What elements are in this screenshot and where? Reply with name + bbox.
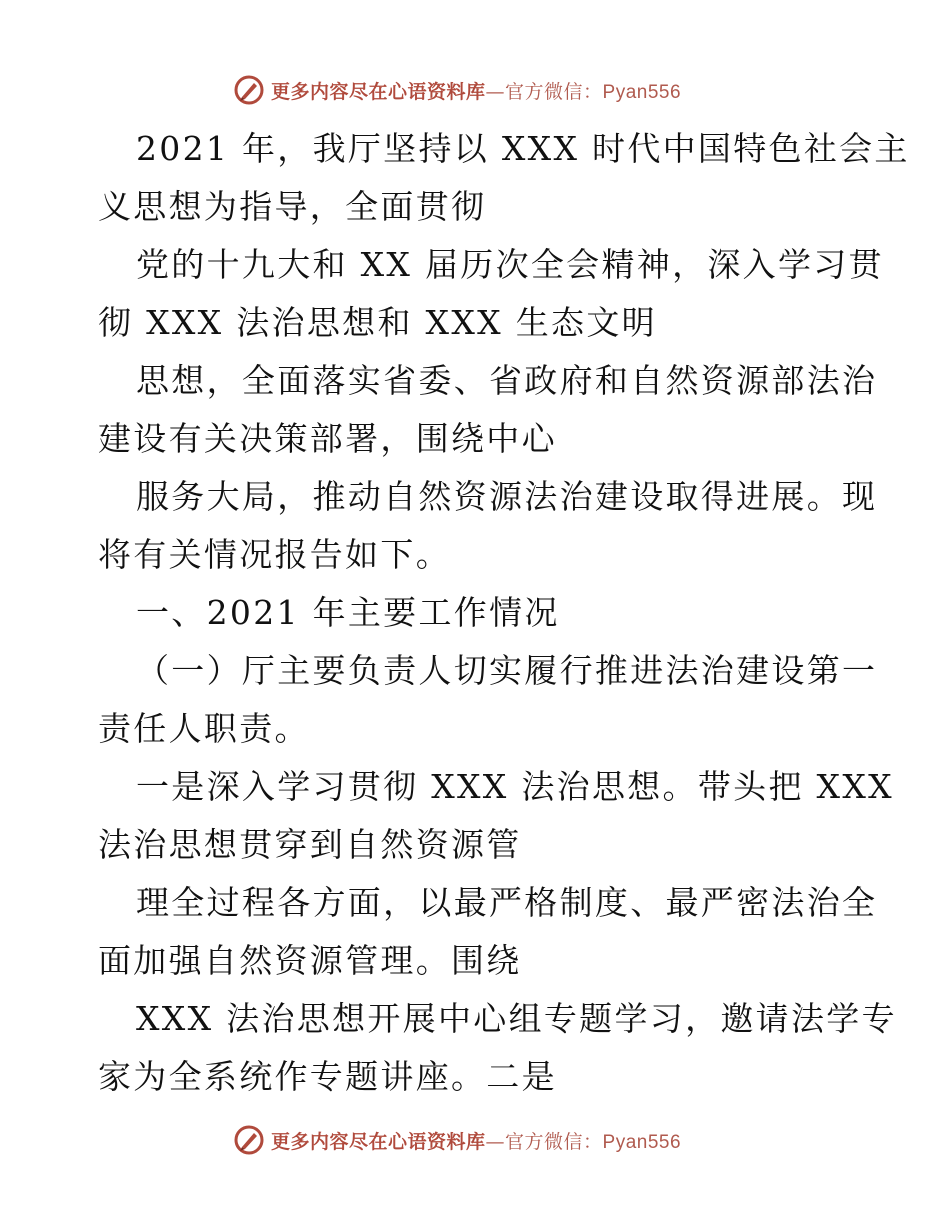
- watermark-brand: 更多内容尽在心语资料库: [271, 1130, 486, 1153]
- watermark-dash: —: [485, 80, 506, 103]
- paragraph-line: 家为全系统作专题讲座。二是: [98, 1057, 557, 1096]
- subsection-heading-cont: 责任人职责。: [98, 709, 310, 748]
- watermark-dash: —: [485, 1130, 506, 1153]
- paragraph-line: 思想，全面落实省委、省政府和自然资源部法治: [136, 361, 878, 400]
- watermark-brand: 更多内容尽在心语资料库: [271, 80, 486, 103]
- watermark-text: [271, 1127, 681, 1154]
- header-watermark: [233, 72, 681, 108]
- footer-watermark: [233, 1122, 681, 1158]
- document-body: [98, 120, 910, 1106]
- subsection-heading: （一）厅主要负责人切实履行推进法治建设第一: [136, 651, 878, 690]
- pen-logo-icon: [233, 74, 265, 106]
- watermark-label: 官方微信：: [505, 80, 603, 103]
- pen-logo-icon: [233, 1124, 265, 1156]
- paragraph-line: 2021 年，我厅坚持以 XXX 时代中国特色社会主: [136, 129, 910, 168]
- paragraph-line: 将有关情况报告如下。: [98, 535, 451, 574]
- paragraph-line: 理全过程各方面，以最严格制度、最严密法治全: [136, 883, 878, 922]
- paragraph-line: 彻 XXX 法治思想和 XXX 生态文明: [98, 303, 657, 342]
- paragraph-line: 法治思想贯穿到自然资源管: [98, 825, 522, 864]
- paragraph-line: XXX 法治思想开展中心组专题学习，邀请法学专: [136, 999, 897, 1038]
- paragraph-line: 党的十九大和 XX 届历次全会精神，深入学习贯: [136, 245, 884, 284]
- watermark-account: Pyan556: [602, 1131, 682, 1153]
- section-heading: 一、2021 年主要工作情况: [136, 593, 560, 632]
- paragraph-line: 服务大局，推动自然资源法治建设取得进展。现: [136, 477, 878, 516]
- paragraph-line: 义思想为指导，全面贯彻: [98, 187, 487, 226]
- paragraph-line: 建设有关决策部署，围绕中心: [98, 419, 557, 458]
- watermark-label: 官方微信：: [505, 1130, 603, 1153]
- watermark-text: [271, 77, 681, 104]
- paragraph-line: 一是深入学习贯彻 XXX 法治思想。带头把 XXX: [136, 767, 894, 806]
- watermark-account: Pyan556: [602, 81, 682, 103]
- paragraph-line: 面加强自然资源管理。围绕: [98, 941, 522, 980]
